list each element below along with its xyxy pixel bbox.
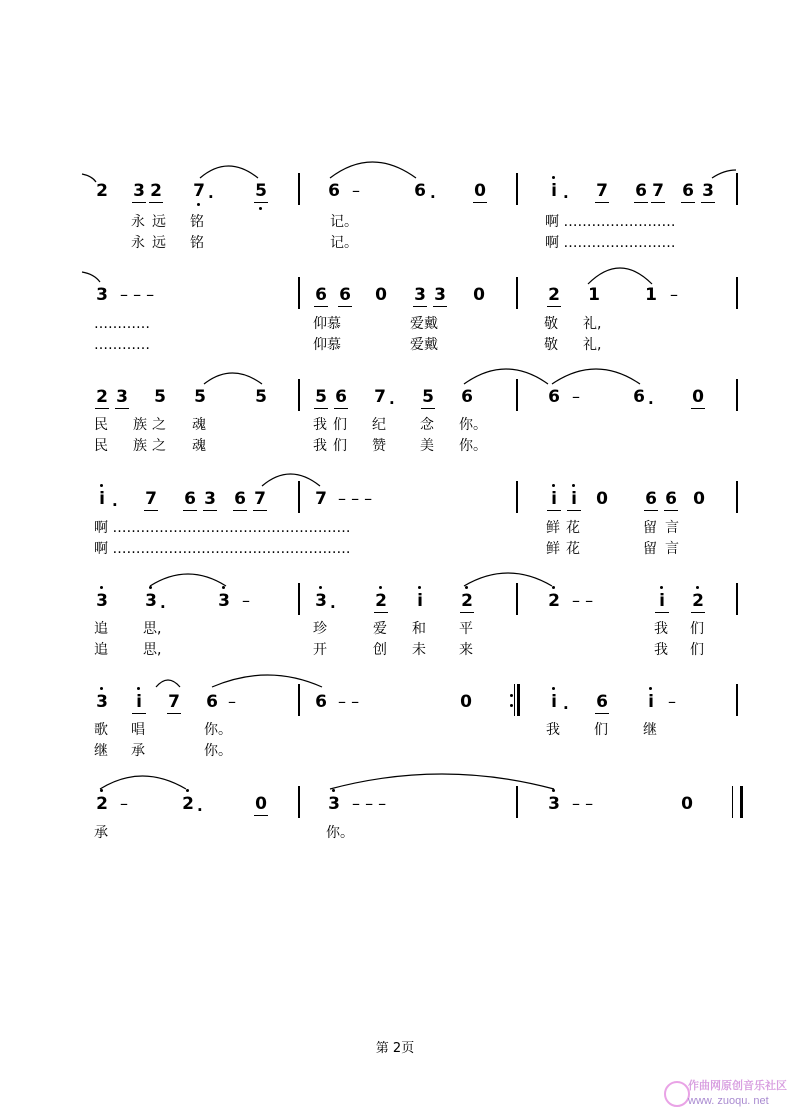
note: 7 <box>596 181 608 201</box>
note: 6 <box>414 181 426 201</box>
note: 3 <box>216 590 232 612</box>
note: 6 <box>645 489 657 509</box>
dash: – <box>670 285 678 304</box>
dot: · <box>160 598 166 616</box>
note: 6 <box>682 181 694 201</box>
note: 3 <box>116 387 128 407</box>
final-barline <box>732 786 743 818</box>
note: i <box>643 691 659 713</box>
dot: · <box>112 496 118 514</box>
watermark-url: www. zuoqu. net <box>688 1095 769 1107</box>
note: 3 <box>702 181 714 201</box>
note: 3 <box>326 793 342 815</box>
note: 0 <box>255 794 267 814</box>
note: 2 <box>180 793 196 815</box>
music-logo-icon <box>664 1081 690 1107</box>
note: 2 <box>373 590 389 612</box>
barline <box>298 481 300 513</box>
note: 3 <box>414 285 426 305</box>
note: 3 <box>94 691 110 713</box>
note: 3 <box>434 285 446 305</box>
barline <box>298 379 300 411</box>
note: 1 <box>645 285 657 305</box>
dash: – <box>120 794 128 813</box>
note: i <box>546 488 562 510</box>
dash: – – <box>572 794 594 813</box>
notes-row <box>0 284 790 314</box>
staff-system-6: 3 i 7 6 – 6 – – 0 i · 6 i – 歌 唱 你。 我 们 继 继 承 你。 <box>0 691 790 801</box>
note: 5 <box>255 387 267 407</box>
note: 7 <box>168 692 180 712</box>
dot: · <box>563 699 569 717</box>
barline <box>516 583 518 615</box>
notes-row <box>0 488 790 518</box>
note: i <box>131 691 147 713</box>
watermark <box>662 1075 787 1115</box>
barline <box>298 277 300 309</box>
note: 5 <box>253 180 269 202</box>
barline <box>736 481 738 513</box>
note: 2 <box>150 181 162 201</box>
note: 6 <box>635 181 647 201</box>
note: 3 <box>133 181 145 201</box>
barline <box>516 277 518 309</box>
note: 3 <box>313 590 329 612</box>
dot: · <box>563 188 569 206</box>
note: 6 <box>328 181 340 201</box>
note: i <box>412 590 428 612</box>
staff-system-2: 3 – – – 6 6 0 3 3 0 2 1 1 – ………… 仰慕 爱戴 敬 礼, ………… 仰慕 爱戴 敬 礼, <box>0 284 790 394</box>
barline <box>298 684 300 716</box>
note: 1 <box>588 285 600 305</box>
note: 5 <box>154 387 166 407</box>
note: 6 <box>596 692 608 712</box>
note: 6 <box>184 489 196 509</box>
staff-system-4: i · 7 6 3 6 7 7 – – – i i 0 6 6 0 啊 …………………………………………… 鲜 花 留 言 啊 …………………………………………… 鲜 花 留 言 <box>0 488 790 598</box>
barline <box>736 379 738 411</box>
note: 2 <box>94 793 110 815</box>
note: 2 <box>546 590 562 612</box>
note: 6 <box>234 489 246 509</box>
note: 3 <box>94 590 110 612</box>
note: 6 <box>461 387 473 407</box>
note: 0 <box>692 387 704 407</box>
note: 5 <box>194 387 206 407</box>
dot: · <box>648 394 654 412</box>
dot: · <box>430 188 436 206</box>
note: 0 <box>681 794 693 814</box>
dot: · <box>389 394 395 412</box>
note: 6 <box>665 489 677 509</box>
notes-row <box>0 691 790 721</box>
dash: – <box>242 591 250 610</box>
note: 2 <box>548 285 560 305</box>
dash: – <box>352 181 360 200</box>
barline <box>736 583 738 615</box>
barline <box>736 684 738 716</box>
dash: – – <box>572 591 594 610</box>
note: 6 <box>548 387 560 407</box>
barline <box>516 173 518 205</box>
note: 7 <box>254 489 266 509</box>
note: 3 <box>204 489 216 509</box>
note: 0 <box>596 489 608 509</box>
note: 6 <box>315 285 327 305</box>
repeat-end-barline <box>510 684 522 716</box>
notes-row <box>0 386 790 416</box>
note: 7 <box>191 180 207 202</box>
note: 6 <box>335 387 347 407</box>
note: 0 <box>375 285 387 305</box>
barline <box>736 173 738 205</box>
note: 0 <box>460 692 472 712</box>
barline <box>516 786 518 818</box>
barline <box>516 379 518 411</box>
note: i <box>654 590 670 612</box>
dot: · <box>330 598 336 616</box>
dash: – <box>228 692 236 711</box>
staff-system-1: 2 3 2 7 · 5 6 – 6 · 0 i · 7 6 7 6 3 永 远 铭 记。 啊 …………………… 永 远 铭 记。 啊 …………………… <box>0 180 790 290</box>
barline <box>298 786 300 818</box>
note: 6 <box>315 692 327 712</box>
note: 2 <box>96 181 108 201</box>
dot: · <box>208 188 214 206</box>
notes-row <box>0 590 790 620</box>
note: 0 <box>473 285 485 305</box>
note: 6 <box>633 387 645 407</box>
dot: · <box>197 801 203 819</box>
notes-row <box>0 793 790 823</box>
note: 2 <box>459 590 475 612</box>
dash: – <box>572 387 580 406</box>
note: 7 <box>374 387 386 407</box>
note: 0 <box>693 489 705 509</box>
barline <box>516 481 518 513</box>
note: 3 <box>143 590 159 612</box>
dash: – – – <box>120 285 155 304</box>
staff-system-3: 2 3 5 5 5 5 6 7 · 5 6 6 – 6 · 0 民 族 之 魂 我 们 纪 念 你。 民 族 之 魂 我 们 赞 美 你。 <box>0 386 790 496</box>
note: 3 <box>96 285 108 305</box>
watermark-title: 作曲网原创音乐社区 <box>688 1079 787 1092</box>
note: 0 <box>474 181 486 201</box>
dash: – – – <box>338 489 373 508</box>
barline <box>298 583 300 615</box>
barline <box>298 173 300 205</box>
note: 3 <box>546 793 562 815</box>
note: 7 <box>145 489 157 509</box>
dash: – – <box>338 692 360 711</box>
notes-row <box>0 180 790 210</box>
note: 2 <box>690 590 706 612</box>
note: 7 <box>652 181 664 201</box>
staff-system-5: 3 3 · 3 – 3 · 2 i 2 2 – – i 2 追 思, 珍 爱 和 平 我 们 追 思, 开 创 未 来 我 们 <box>0 590 790 700</box>
note: i <box>566 488 582 510</box>
note: 5 <box>422 387 434 407</box>
note: 7 <box>315 489 327 509</box>
note: 6 <box>339 285 351 305</box>
dash: – <box>668 692 676 711</box>
page-number: 第 2页 <box>375 1041 415 1056</box>
staff-system-7: 2 – 2 · 0 3 – – – 3 – – 0 承 你。 <box>0 793 790 903</box>
note: i <box>546 691 562 713</box>
note: 6 <box>206 692 218 712</box>
note: i <box>546 180 562 202</box>
note: i <box>94 488 110 510</box>
dash: – – – <box>352 794 387 813</box>
note: 5 <box>315 387 327 407</box>
barline <box>736 277 738 309</box>
note: 2 <box>96 387 108 407</box>
